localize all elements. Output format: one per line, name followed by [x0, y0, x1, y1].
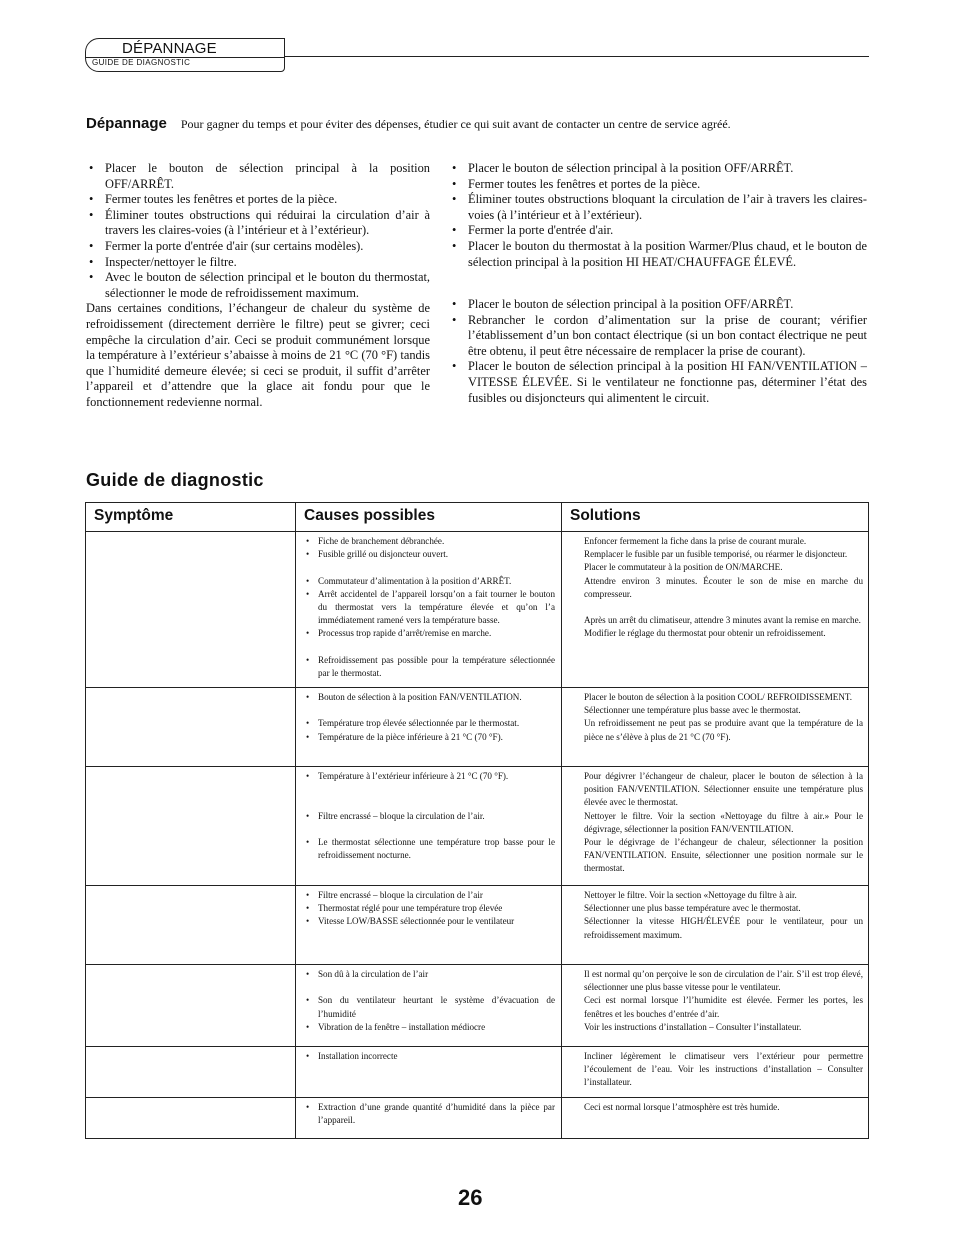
table-row	[86, 1047, 868, 1098]
causes-list	[306, 770, 555, 862]
causes-cell	[296, 1098, 562, 1138]
solution-text: Après un arrêt du climatiseur, attendre 3 minutes avant la remise en marche.	[584, 615, 861, 626]
right-column-top	[449, 161, 867, 270]
causes-cell	[296, 965, 562, 1046]
list-item: • Placer le bouton de sélection principal à la position OFF/ARRÊT.	[449, 161, 867, 177]
solutions-cell	[562, 1098, 868, 1138]
causes-cell	[296, 886, 562, 964]
solutions-cell	[562, 886, 868, 964]
symptom-cell	[86, 1098, 296, 1138]
right-bottom-bullet-list	[449, 297, 867, 406]
solution-text: Un refroidissement ne peut pas se produire avant que la température de la pièce ne s’élève à plus de 21 °C (70 °F).	[584, 718, 863, 742]
causes-list	[306, 691, 555, 744]
cause-item: • Température à l’extérieur inférieure à 21 °C (70 °F).	[306, 770, 555, 783]
causes-cell	[296, 532, 562, 687]
spacer	[306, 823, 555, 836]
list-item: • Fermer la porte d'entrée d'air.	[449, 223, 867, 239]
solution-text: Placer le bouton de sélection à la position COOL/ REFROIDISSEMENT.	[584, 692, 853, 702]
solution-text: Ceci est normal lorsque l’l’humidite est élevée. Fermer les portes, les fenêtres et les bouches d’entrée d’air.	[584, 995, 863, 1019]
table-row	[86, 688, 868, 767]
cause-item: • Fiche de branchement débranchée.	[306, 535, 555, 548]
right-column-bottom	[449, 297, 867, 406]
solution-text: Placer le commutateur à la position de ON/MARCHE.	[584, 562, 783, 573]
cause-item: • Bouton de sélection à la position FAN/VENTILATION.	[306, 691, 555, 704]
list-item: • Avec le bouton de sélection principal et le bouton du thermostat, sélectionner le mode de refroidissement maximum.	[86, 270, 430, 301]
cause-item: • Fusible grillé ou disjoncteur ouvert.	[306, 548, 555, 561]
section-tab	[85, 38, 285, 72]
spacer	[306, 783, 555, 796]
solution-text: Ceci est normal lorsque l’atmosphère est très humide.	[584, 1102, 780, 1112]
list-item: • Placer le bouton de sélection principal à la position HI FAN/VENTILATION – VITESSE ÉLEVÉE. Si le ventilateur ne fonctionne pas, déterminer l’état des fusibles ou disjoncteurs qui alimentent le circuit.	[449, 359, 867, 406]
cause-item: • Le thermostat sélectionne une température trop basse pour le refroidissement nocturne.	[306, 836, 555, 862]
spacer	[306, 561, 555, 574]
solution-text: Modifier le réglage du thermostat pour obtenir un refroidissement.	[584, 628, 826, 639]
cause-item: • Processus trop rapide d’arrêt/remise en marche.	[306, 627, 555, 640]
list-item: • Fermer la porte d'entrée d'air (sur certains modèles).	[86, 239, 430, 255]
spacer	[306, 981, 555, 994]
spacer	[306, 704, 555, 717]
intro-title: Dépannage	[86, 115, 167, 132]
list-item: • Éliminer toutes obstructions bloquant la circulation de l’air à travers les claires-voies (à l’intérieur et à l’extérieur).	[449, 192, 867, 223]
cause-item: • Thermostat réglé pour une température trop élevée	[306, 902, 555, 915]
causes-list	[306, 1050, 555, 1063]
solution-text: Incliner légèrement le climatiseur vers l’extérieur pour permettre l’écoulement de l’eau. Voir les instructions d’installation – Consulter l’installateur.	[584, 1051, 863, 1088]
cause-item: • Arrêt accidentel de l’appareil lorsqu’on a fait tourner le bouton du thermostat vers la température élevée et qu’on l’a immédiatement ramené vers la température basse.	[306, 588, 555, 628]
solution-text: Nettoyer le filtre. Voir la section «Nettoyage du filtre à air.» Pour le dégivrage, sélectionner la position FAN/VENTILATION.	[584, 810, 863, 834]
list-item: • Fermer toutes les fenêtres et portes de la pièce.	[86, 192, 430, 208]
cause-item: • Extraction d’une grande quantité d’humidité dans la pièce par l’appareil.	[306, 1101, 555, 1127]
cause-item: • Filtre encrassé – bloque la circulation de l’air	[306, 889, 555, 902]
list-item: • Placer le bouton de sélection principal à la position OFF/ARRÊT.	[449, 297, 867, 313]
header-rule	[284, 56, 869, 57]
diagnostic-table	[85, 502, 869, 1139]
table-row	[86, 886, 868, 965]
table-row	[86, 767, 868, 886]
table-row	[86, 532, 868, 688]
cause-item: • Température trop élevée sélectionnée par le thermostat.	[306, 717, 555, 730]
symptom-cell	[86, 767, 296, 885]
solution-text: Sélectionner une température plus basse avec le thermostat.	[584, 705, 801, 716]
symptom-cell	[86, 886, 296, 964]
symptom-cell	[86, 1047, 296, 1097]
left-bullet-list	[86, 161, 430, 301]
frost-paragraph: Dans certaines conditions, l’échangeur de chaleur du système de refroidissement (directement derrière le filtre) peut se givrer; ceci empêche la circulation d’air. Ceci se produit communément lorsque la température à l’extérieur s’abaisse à moins de 21 °C (70 °F) tandis que l`humidité demeure élevée; si ceci se produit, il suffit d’arrêter l’appareil et d’attendre que la glace ait fondu pour que le fonctionnement redevienne normal.	[86, 301, 430, 409]
spacer	[306, 796, 555, 809]
list-item: • Rebrancher le cordon d’alimentation sur la prise de courant; vérifier l’établissement d’un bon contact électrique (si un bon contact électrique ne peut être obtenu, il peut être nécessaire de remplacer la prise de courant).	[449, 313, 867, 360]
header-causes: Causes possibles	[296, 503, 562, 531]
solutions-cell	[562, 532, 868, 687]
table-row	[86, 1098, 868, 1138]
solution-text: Remplacer le fusible par un fusible temporisé, ou réarmer le disjoncteur.	[584, 549, 848, 560]
causes-list	[306, 968, 555, 1034]
cause-item: • Vibration de la fenêtre – installation médiocre	[306, 1021, 555, 1034]
intro	[86, 115, 876, 133]
header-symptom: Symptôme	[86, 503, 296, 531]
page-number: 26	[458, 1185, 483, 1210]
list-item: • Placer le bouton de sélection principal à la position OFF/ARRÊT.	[86, 161, 430, 192]
symptom-cell	[86, 965, 296, 1046]
solution-text: Sélectionner la vitesse HIGH/ÉLEVÉE pour le ventilateur, pour un refroidissement maximum.	[584, 916, 863, 940]
section-title: DÉPANNAGE	[122, 40, 217, 57]
causes-list	[306, 535, 555, 680]
cause-item: • Son dû à la circulation de l’air	[306, 968, 555, 981]
solution-text: Il est normal qu’on perçoive le son de circulation de l’air. S’il est trop élevé, sélectionner une plus basse vitesse pour le ventilateur.	[584, 969, 863, 993]
list-item: • Fermer toutes les fenêtres et portes de la pièce.	[449, 177, 867, 193]
section-subtitle: GUIDE DE DIAGNOSTIC	[92, 58, 191, 67]
causes-list	[306, 1101, 555, 1127]
solution-text: Voir les instructions d’installation – Consulter l’installateur.	[584, 1021, 802, 1032]
symptom-cell	[86, 532, 296, 687]
causes-cell	[296, 1047, 562, 1097]
header-solutions: Solutions	[570, 507, 641, 524]
cause-item: • Son du ventilateur heurtant le système d’évacuation de l’humidité	[306, 994, 555, 1020]
causes-list	[306, 889, 555, 929]
solution-text: Attendre environ 3 minutes. Écouter le son de mise en marche du compresseur.	[584, 575, 863, 599]
guide-title: Guide de diagnostic	[86, 470, 264, 490]
cause-item: • Installation incorrecte	[306, 1050, 555, 1063]
spacer	[306, 641, 555, 654]
cause-item: • Température de la pièce inférieure à 21 °C (70 °F).	[306, 731, 555, 744]
causes-cell	[296, 767, 562, 885]
solution-text: Nettoyer le filtre. Voir la section «Nettoyage du filtre à air.	[584, 890, 797, 900]
left-column	[86, 161, 430, 411]
causes-cell	[296, 688, 562, 766]
cause-item: • Refroidissement pas possible pour la température sélectionnée par le thermostat.	[306, 654, 555, 680]
table-body	[86, 532, 868, 1138]
solutions-cell	[562, 767, 868, 885]
solution-text: Pour dégivrer l’échangeur de chaleur, placer le bouton de sélection à la position FAN/VENTILATION. Sélectionner ensuite une température plus élevée avec le thermostat.	[584, 771, 863, 808]
solution-text: Enfoncer fermement la fiche dans la prise de courant murale.	[584, 536, 807, 546]
solutions-cell	[562, 688, 868, 766]
solution-text: Pour le dégivrage de l’échangeur de chaleur, sélectionner la position FAN/VENTILATION. Ensuite, sélectionner une position normale sur le thermostat.	[584, 837, 863, 874]
list-item: • Éliminer toutes obstructions qui réduirai la circulation d’air à travers les claires-voies (à l’intérieur et à l’extérieur).	[86, 208, 430, 239]
solutions-cell	[562, 965, 868, 1046]
right-top-bullet-list	[449, 161, 867, 270]
list-item: • Inspecter/nettoyer le filtre.	[86, 255, 430, 271]
cause-item: • Commutateur d’alimentation à la position d’ARRÊT.	[306, 575, 555, 588]
solution-text: Sélectionner une plus basse température avec le thermostat.	[584, 903, 801, 914]
intro-text: Pour gagner du temps et pour éviter des dépenses, étudier ce qui suit avant de contacter un centre de service agréé.	[180, 117, 731, 131]
cause-item: • Vitesse LOW/BASSE sélectionnée pour le ventilateur	[306, 915, 555, 928]
table-header	[86, 503, 868, 532]
solutions-cell	[562, 1047, 868, 1097]
symptom-cell	[86, 688, 296, 766]
list-item: • Placer le bouton du thermostat à la position Warmer/Plus chaud, et le bouton de sélection principal à la position HI HEAT/CHAUFFAGE ÉLEVÉ.	[449, 239, 867, 270]
cause-item: • Filtre encrassé – bloque la circulation de l’air.	[306, 810, 555, 823]
spacer	[584, 601, 863, 614]
table-row	[86, 965, 868, 1047]
